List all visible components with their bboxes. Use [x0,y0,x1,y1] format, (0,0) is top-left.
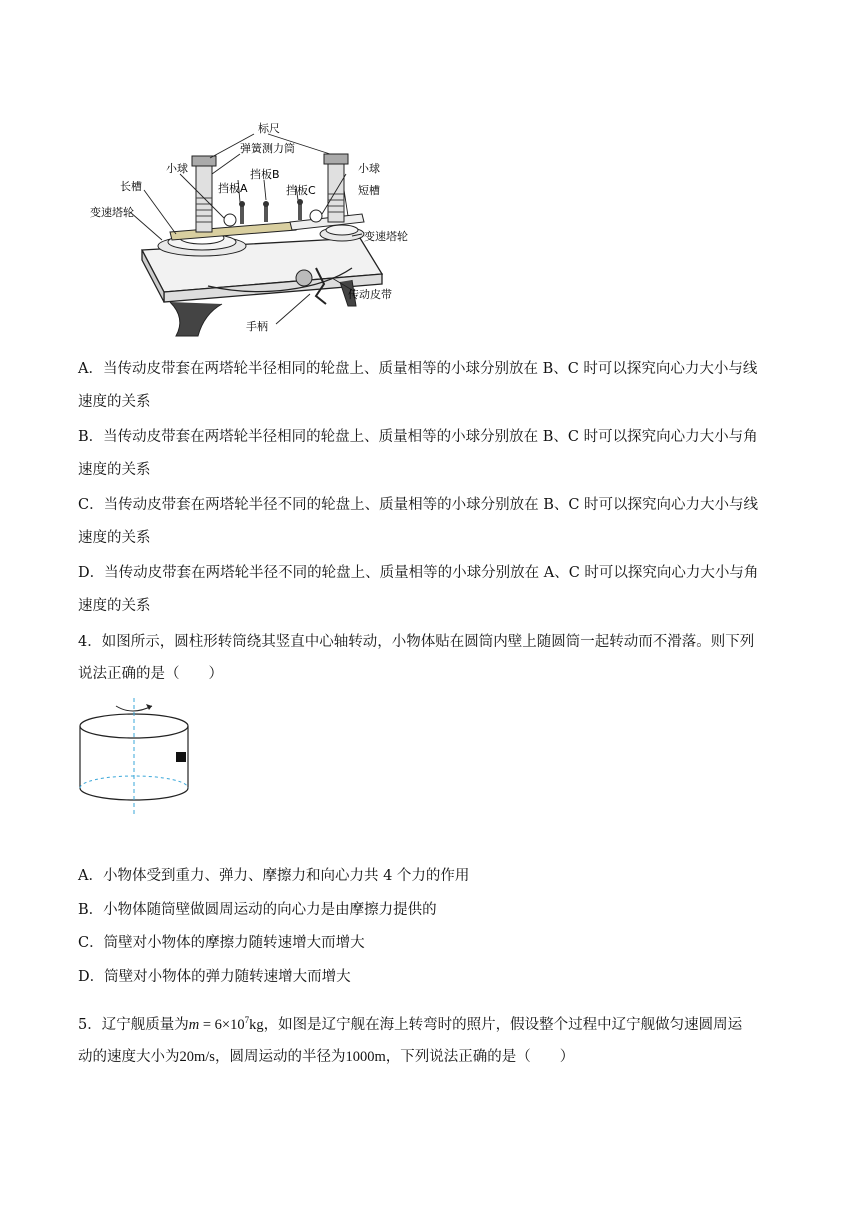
q3-option-d-line2: 速度的关系 [78,598,151,614]
q4-stem-line1: 4．如图所示，圆柱形转筒绕其竖直中心轴转动，小物体贴在圆筒内壁上随圆筒一起转动而不滑落。则下列 [78,634,755,650]
q5-speed: 20m/s [179,1049,215,1065]
q4-option-c: C．筒壁对小物体的摩擦力随转速增大而增大 [78,935,365,951]
q5-line2-prefix: 动的速度大小为 [78,1049,180,1065]
q5-mass-eq: = 6×10 [199,1016,245,1033]
q5-stem-line1 [78,1010,742,1035]
q3-option-b-line1: B．当传动皮带套在两塔轮半径相同的轮盘上、质量相等的小球分别放在 B、C 时可以探究向心力大小与角 [78,429,758,445]
label-baffle-c: 挡板C [286,184,316,197]
q5-prefix: 5．辽宁舰质量为 [78,1016,189,1033]
q4-option-b: B．小物体随筒壁做圆周运动的向心力是由摩擦力提供的 [78,902,437,918]
q4-stem-line2: 说法正确的是（ ） [78,666,223,682]
q5-suffix: ，如图是辽宁舰在海上转弯时的照片，假设整个过程中辽宁舰做匀速圆周运 [263,1016,743,1033]
rotating-cylinder-figure [72,696,202,816]
label-gear-right: 变速塔轮 [364,230,408,243]
q5-line2-mid: ，圆周运动的半径为 [214,1049,346,1065]
q5-mass-var: m [188,1016,200,1033]
label-belt: 传动皮带 [348,288,392,301]
label-spring-gauge: 弹簧测力筒 [240,142,295,155]
q3-option-d-line1: D．当传动皮带套在两塔轮半径不同的轮盘上、质量相等的小球分别放在 A、C 时可以探究向心力大小与角 [78,565,759,581]
q3-option-a-line2: 速度的关系 [78,394,151,410]
small-object [176,752,186,762]
label-baffle-b: 挡板B [250,168,280,181]
q3-option-a-line1: A．当传动皮带套在两塔轮半径相同的轮盘上、质量相等的小球分别放在 B、C 时可以探究向心力大小与线 [78,361,758,377]
q5-line2-suffix: ，下列说法正确的是（ ） [385,1049,575,1065]
q5-mass-unit: kg [249,1016,264,1033]
q5-stem-line2 [78,1047,574,1067]
q5-radius: 1000m [345,1049,386,1065]
q4-option-a: A．小物体受到重力、弹力、摩擦力和向心力共 4 个力的作用 [78,868,470,884]
label-gear-left: 变速塔轮 [90,206,134,219]
label-handle: 手柄 [246,320,268,333]
label-ball-right: 小球 [358,162,380,175]
q5-mass-exp: 7 [244,1015,250,1025]
q4-option-d: D．筒壁对小物体的弹力随转速增大而增大 [78,969,351,985]
q3-option-c-line1: C．当传动皮带套在两塔轮半径不同的轮盘上、质量相等的小球分别放在 B、C 时可以探究向心力大小与线 [78,497,759,513]
label-short-groove: 短槽 [358,184,380,197]
q3-option-c-line2: 速度的关系 [78,530,151,546]
q3-option-b-line2: 速度的关系 [78,462,151,478]
label-ball-left: 小球 [166,162,188,175]
label-long-groove: 长槽 [120,180,142,193]
label-ruler: 标尺 [258,122,280,135]
centripetal-force-apparatus-figure [90,118,430,340]
label-baffle-a: 挡板A [218,182,248,195]
